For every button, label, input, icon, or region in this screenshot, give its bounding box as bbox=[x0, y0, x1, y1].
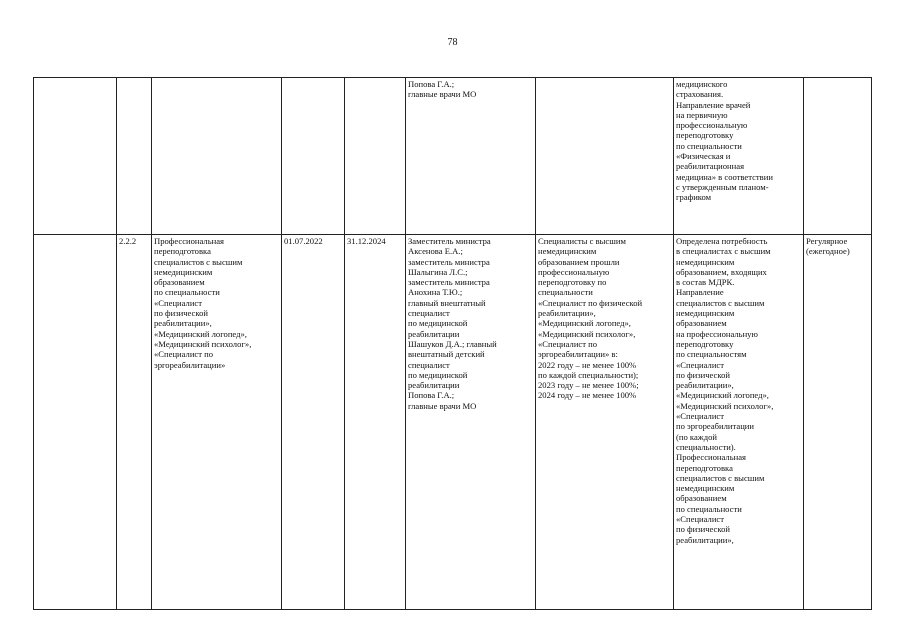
type-cell: Регулярное (ежегодное) bbox=[804, 235, 872, 610]
page-number: 78 bbox=[447, 37, 458, 48]
activity-cell: Профессиональная переподготовка специалистов с высшим немедицинским образованием по специальности «Специалист по физической реабилитации», «Медицинский логопед», «Медицинский психолог», «Специалист по эргореабилитации» bbox=[152, 235, 282, 610]
indicator-cell bbox=[536, 78, 674, 235]
row-number-cell bbox=[117, 78, 152, 235]
start-date-cell: 01.07.2022 bbox=[282, 235, 345, 610]
start-date-cell bbox=[282, 78, 345, 235]
margin-cell bbox=[34, 235, 117, 610]
end-date-cell: 31.12.2024 bbox=[345, 235, 406, 610]
result-cell: медицинского страхования. Направление врачей на первичную профессиональную переподготовку по специальности «Физическая и реабилитационная медицина» в соответствии с утвержденным планом- графиком bbox=[674, 78, 804, 235]
result-cell: Определена потребность в специалистах с высшим немедицинским образованием, входящих в состав МДРК. Направление специалистов с высшим немедицинским образованием на профессиональную переподготовку по специальностям «Специалист по физической реабилитации», «Медицинский логопед», «Медицинский психолог», «Специалист по эргореабилитации (по каждой специальности). Профессиональная переподготовка специалистов с высшим немедицинским образованием по специальности «Специалист по физической реабилитации», bbox=[674, 235, 804, 610]
activity-cell bbox=[152, 78, 282, 235]
row-number-cell: 2.2.2 bbox=[117, 235, 152, 610]
margin-cell bbox=[34, 78, 117, 235]
indicator-cell: Специалисты с высшим немедицинским образованием прошли профессиональную переподготовку по специальности «Специалист по физической реабилитации», «Медицинский логопед», «Медицинский психолог», «Специалист по эргореабилитации» в: 2022 году – не менее 100% по каждой специальности); 2023 году – не менее 100%; 2024 году – не менее 100% bbox=[536, 235, 674, 610]
end-date-cell bbox=[345, 78, 406, 235]
responsible-cell: Заместитель министра Аксенова Е.А.; заместитель министра Шалыгина Л.С.; заместитель министра Анохина Т.Ю.; главный внештатный специалист по медицинской реабилитации Шашуков Д.А.; главный внештатный детский специалист по медицинской реабилитации Попова Г.А.; главные врачи МО bbox=[406, 235, 536, 610]
table-row bbox=[34, 235, 872, 610]
type-cell bbox=[804, 78, 872, 235]
plan-table bbox=[33, 77, 872, 610]
responsible-cell: Попова Г.А.; главные врачи МО bbox=[406, 78, 536, 235]
table-row bbox=[34, 78, 872, 235]
